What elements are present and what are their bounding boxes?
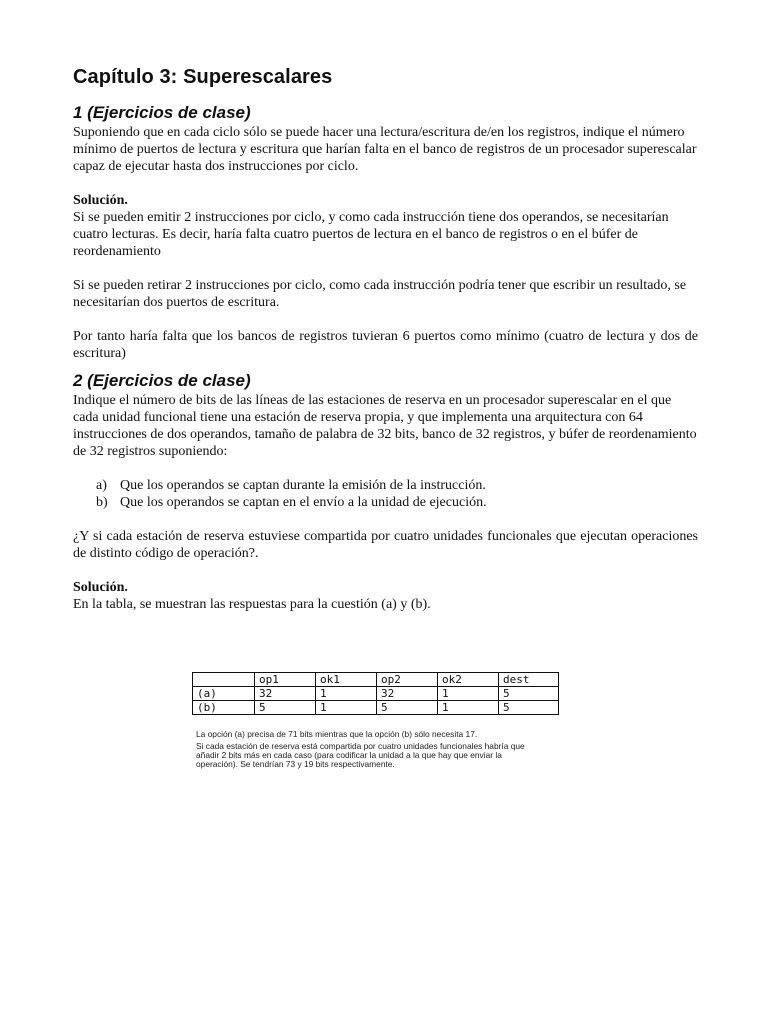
figure-notes <box>196 730 559 769</box>
exercise-1-solution-label: Solución. <box>73 193 128 208</box>
table-cell: 5 <box>255 701 316 715</box>
table-cell: 1 <box>438 687 499 701</box>
table-cell: 1 <box>438 701 499 715</box>
table-cell: 5 <box>499 701 559 715</box>
exercise-1-question: Suponiendo que en cada ciclo sólo se puede hacer una lectura/escritura de/en los registros, indique el número mínimo de puertos de lectura y escritura que harían falta en el banco de registros de un procesador superescalar capaz de ejecutar hasta dos instrucciones por ciclo. <box>73 125 697 174</box>
exercise-1-heading: 1 (Ejercicios de clase) <box>73 103 251 122</box>
exercise-1 <box>73 103 698 362</box>
table-header-cell: ok2 <box>438 673 499 687</box>
table-cell: 32 <box>255 687 316 701</box>
solution-figure <box>192 672 559 769</box>
table-cell: 32 <box>377 687 438 701</box>
list-item <box>73 477 698 494</box>
table-header-row <box>193 673 559 687</box>
table-cell: 5 <box>377 701 438 715</box>
table-header-cell <box>193 673 255 687</box>
exercise-2 <box>73 371 698 613</box>
exercise-2-followup: ¿Y si cada estación de reserva estuviese compartida por cuatro unidades funcionales que ejecutan operaciones de distinto código de operación?. <box>73 529 698 561</box>
document-page <box>73 66 698 613</box>
list-marker: a) <box>96 478 107 493</box>
table-cell: 1 <box>316 701 377 715</box>
exercise-2-heading: 2 (Ejercicios de clase) <box>73 371 251 390</box>
table-header-cell: ok1 <box>316 673 377 687</box>
table-row <box>193 701 559 715</box>
figure-note-2: Si cada estación de reserva está compartida por cuatro unidades funcionales habría que añadir 2 bits más en cada caso (para codificar la unidad a la que hay que enviar la operación). Se tendrían 73 y 19 bits respectivamente. <box>196 741 525 769</box>
list-marker: b) <box>96 495 108 510</box>
table-header-cell: op1 <box>255 673 316 687</box>
exercise-1-answer-3: Por tanto haría falta que los bancos de registros tuvieran 6 puertos como mínimo (cuatro de lectura y dos de escritura) <box>73 329 698 361</box>
exercise-1-answer-2: Si se pueden retirar 2 instrucciones por ciclo, como cada instrucción podría tener que escribir un resultado, se necesitarían dos puertos de escritura. <box>73 278 687 310</box>
exercise-2-question: Indique el número de bits de las líneas de las estaciones de reserva en un procesador superescalar en el que cada unidad funcional tiene una estación de reserva propia, y que implementa una arquitectura con 64 instrucciones de dos operandos, tamaño de palabra de 32 bits, banco de 32 registros, y búfer de reordenamiento de 32 registros suponiendo: <box>73 393 697 459</box>
table-cell: 5 <box>499 687 559 701</box>
table-cell: (b) <box>193 701 255 715</box>
list-item-text: Que los operandos se captan en el envío a la unidad de ejecución. <box>120 495 487 510</box>
chapter-title: Capítulo 3: Superescalares <box>73 66 333 88</box>
table-cell: (a) <box>193 687 255 701</box>
list-item <box>73 494 698 511</box>
table-row <box>193 687 559 701</box>
figure-note-1: La opción (a) precisa de 71 bits mientras que la opción (b) sólo necesita 17. <box>196 729 478 739</box>
table-header-cell: op2 <box>377 673 438 687</box>
reservation-station-table <box>192 672 559 715</box>
exercise-2-solution-text: En la tabla, se muestran las respuestas para la cuestión (a) y (b). <box>73 597 431 612</box>
table-header-cell: dest <box>499 673 559 687</box>
exercise-2-options <box>73 477 698 511</box>
exercise-2-solution-label: Solución. <box>73 580 128 595</box>
table-cell: 1 <box>316 687 377 701</box>
list-item-text: Que los operandos se captan durante la emisión de la instrucción. <box>120 478 486 493</box>
exercise-1-answer-1: Si se pueden emitir 2 instrucciones por ciclo, y como cada instrucción tiene dos operandos, se necesitarían cuatro lecturas. Es decir, haría falta cuatro puertos de lectura en el banco de registros o en el búfer de reordenamiento <box>73 210 669 259</box>
